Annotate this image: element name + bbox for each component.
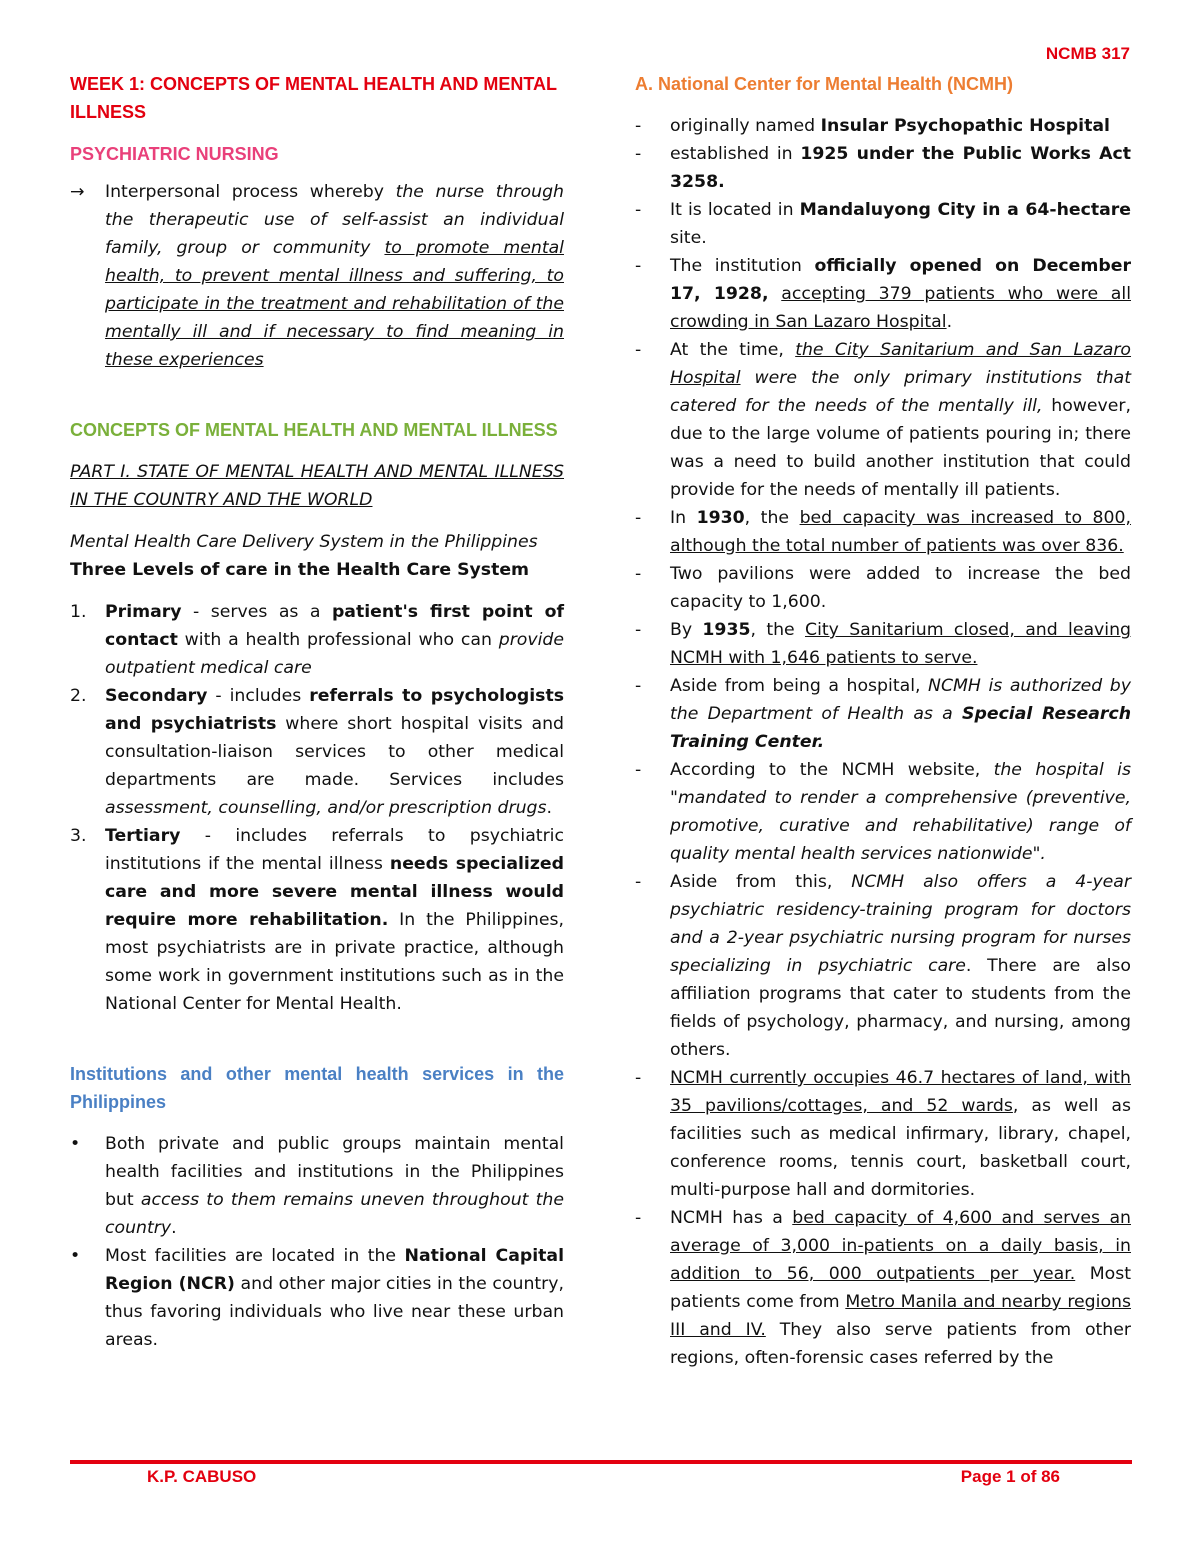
definition-item: → Interpersonal process whereby the nurse through the therapeutic use of self-assist an individual family, group or community to promote mental health, to prevent mental illness and suffering, to participate in the treatment and rehabilitation of the mentally ill and if necessary to find meaning in these experiences [70, 178, 564, 374]
ncmh-title: A. National Center for Mental Health (NCMH) [635, 74, 1014, 94]
list-item: - At the time, the City Sanitarium and San Lazaro Hospital were the only primary institutions that catered for the needs of the mentally ill, however, due to the large volume of patients pouring in; there was a need to build another institution that could provide for the needs of mentally ill patients. [635, 340, 1132, 500]
bullet-icon: • [70, 1246, 81, 1266]
list-item: - It is located in Mandaluyong City in a 64-hectare site. [635, 200, 1131, 248]
list-item: - In 1930, the bed capacity was increased to 800, although the total number of patients was over 836. [635, 508, 1132, 556]
list-item: - Aside from this, NCMH also offers a 4-year psychiatric residency-training program for doctors and a 2-year psychiatric nursing program for nurses specializing in psychiatric care. There are also affiliation programs that cater to students from the fields of psychology, pharmacy, and nursing, among others. [635, 872, 1132, 1060]
week-title: WEEK 1: CONCEPTS OF MENTAL HEALTH AND MENTAL ILLNESS [70, 74, 557, 122]
institutions-title: Institutions and other mental health services in the Philippines [70, 1064, 564, 1112]
list-item: - established in 1925 under the Public Works Act 3258. [635, 144, 1131, 192]
page-number: Page 1 of 86 [960, 1467, 1060, 1486]
list-item: - By 1935, the City Sanitarium closed, and leaving NCMH with 1,646 patients to serve. [635, 620, 1131, 668]
bullet-icon: • [70, 1134, 81, 1154]
three-levels-label: Three Levels of care in the Health Care System [70, 560, 530, 580]
list-item: 1. Primary - serves as a patient's first point of contact with a health professional who can provide outpatient medical care [70, 602, 564, 678]
footer-author: K.P. CABUSO [147, 1467, 257, 1486]
list-item: 2. Secondary - includes referrals to psychologists and psychiatrists where short hospital visits and consultation-liaison services to other medical departments are made. Services includes assessment, counselling, and/or prescription drugs. [70, 686, 565, 818]
list-item: - According to the NCMH website, the hospital is "mandated to render a comprehensive (preventive, promotive, curative and rehabilitative) range of quality mental health services nationwide". [635, 760, 1131, 864]
concepts-title: CONCEPTS OF MENTAL HEALTH AND MENTAL ILLNESS [70, 420, 558, 440]
part-title: PART I. STATE OF MENTAL HEALTH AND MENTAL ILLNESS IN THE COUNTRY AND THE WORLD [70, 462, 564, 510]
delivery-system-label: Mental Health Care Delivery System in the Philippines [70, 532, 538, 552]
psychiatric-nursing-title: PSYCHIATRIC NURSING [70, 144, 279, 164]
list-item: - The institution officially opened on December 17, 1928, accepting 379 patients who were all crowding in San Lazaro Hospital. [635, 256, 1131, 332]
footer-divider [70, 1460, 1132, 1464]
left-column [70, 70, 564, 1354]
arrow-icon: → [70, 182, 85, 202]
list-item: - NCMH has a bed capacity of 4,600 and serves an average of 3,000 in-patients on a daily basis, in addition to 56, 000 outpatients per year. Most patients come from Metro Manila and nearby regions III and IV. They also serve patients from other regions, often-forensic cases referred by the [635, 1208, 1131, 1368]
list-item: 3. Tertiary - includes referrals to psychiatric institutions if the mental illness needs specialized care and more severe mental illness would require more rehabilitation. In the Philippines, most psychiatrists are in private practice, although some work in government institutions such as in the National Center for Mental Health. [70, 826, 564, 1014]
list-item: - originally named Insular Psychopathic Hospital [635, 116, 1110, 136]
course-code: NCMB 317 [1045, 44, 1130, 63]
list-item: - Two pavilions were added to increase the bed capacity to 1,600. [635, 564, 1131, 612]
list-item: - Aside from being a hospital, NCMH is authorized by the Department of Health as a Special Research Training Center. [635, 676, 1131, 752]
list-item: • Most facilities are located in the National Capital Region (NCR) and other major cities in the country, thus favoring individuals who live near these urban areas. [70, 1242, 564, 1354]
right-column [635, 70, 1131, 1372]
list-item: - NCMH currently occupies 46.7 hectares of land, with 35 pavilions/cottages, and 52 wards, as well as facilities such as medical infirmary, library, chapel, conference rooms, tennis court, basketball court, multi-purpose hall and dormitories. [635, 1068, 1131, 1200]
list-item: • Both private and public groups maintain mental health facilities and institutions in the Philippines but access to them remains uneven throughout the country. [70, 1130, 564, 1242]
